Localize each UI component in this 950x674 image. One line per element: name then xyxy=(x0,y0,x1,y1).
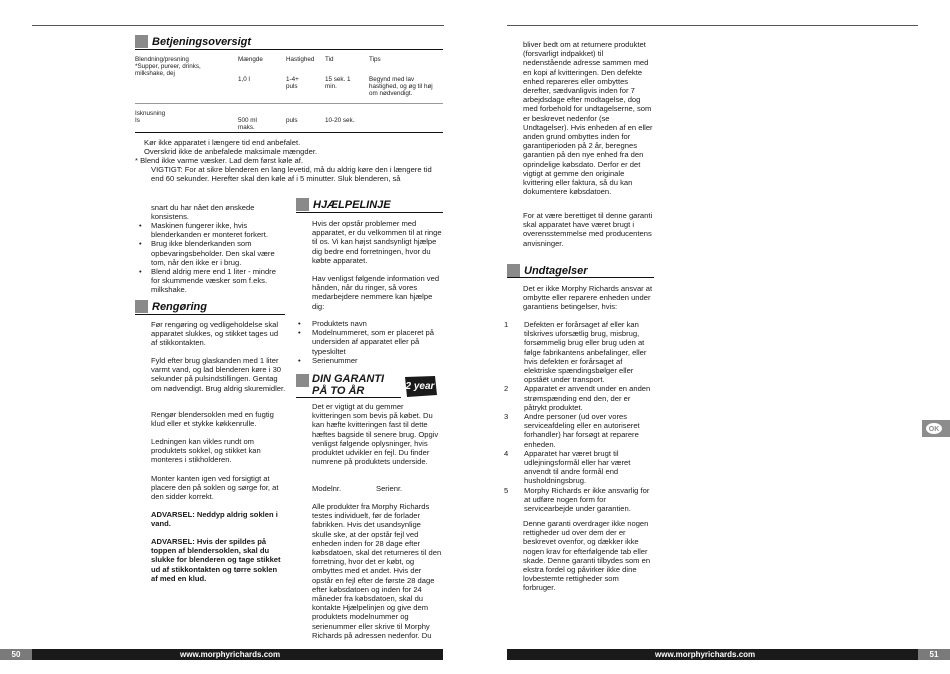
table-row1-speed: 1-4+ puls xyxy=(286,76,299,91)
warning-2: ADVARSEL: Hvis der spildes på toppen af blendersoklen, skal du slukke for blenderen og tage stikket ud af stikkontakten og tørre soklen af med en klud. xyxy=(151,537,281,583)
col1-bullet: • Maskinen fungerer ikke, hvis blenderkanden er monteret forkert. xyxy=(137,221,285,239)
exceptions-intro: Det er ikke Morphy Richards ansvar at ombytte eller reparere enheden under garantiens betingelser, hvis: xyxy=(523,284,653,312)
footer-url-left[interactable]: www.morphyrichards.com xyxy=(180,650,281,659)
footer-bar-left xyxy=(32,649,443,660)
exceptions-list xyxy=(504,320,654,513)
note-2: Overskrid ikke de anbefalede maksimale mængder. xyxy=(144,147,318,156)
cleaning-heading-line xyxy=(135,314,285,315)
note-1: Kør ikke apparatet i længere tid end anbefalet. xyxy=(144,138,301,147)
exception-text: Morphy Richards er ikke ansvarlig for at udføre nogen form for servicearbejde under garantien. xyxy=(524,485,650,514)
ok-badge-icon xyxy=(922,420,950,437)
exceptions-title: Undtagelser xyxy=(524,264,588,277)
help-bullets xyxy=(296,319,442,365)
table-bottom-line xyxy=(135,132,443,133)
guarantee-title-line1: DIN GARANTI xyxy=(312,373,385,385)
exception-item xyxy=(504,320,654,384)
guarantee-p2: Alle produkter fra Morphy Richards testes individuelt, før de forlader fabrikken. Hvis det usandsynlige skulle ske, at der opstår fejl ved enheden inden for 28 dage efter købsdatoen, skal det returneres til den forretning, hvor det er købt, og ombyttes med et andet. Hvis der opstår en fejl efter de første 28 dage efter købsdatoen og inden for 24 måneder fra købsdatoen, skal du kontakte Hjælpelinjen og give dem produktets modelnummer og serienummer eller skrive til Morphy Richards på adressen nedenfor. Du xyxy=(312,502,442,640)
table-row1-amount: 1,0 l xyxy=(238,76,250,83)
cleaning-p3: Rengør blendersoklen med en fugtig klud eller et stykke køkkenrulle. xyxy=(151,410,274,429)
note-3: * Blend ikke varme væsker. Lad dem først køle af. xyxy=(135,156,303,165)
two-year-badge xyxy=(402,375,438,399)
exception-number: 1 xyxy=(504,320,509,329)
footer-url-right[interactable]: www.morphyrichards.com xyxy=(655,650,756,659)
right-p2: For at være berettiget til denne garanti skal apparatet have været brugt i overensstemmelse med producentens anvisninger. xyxy=(523,211,653,248)
footer-bar-right xyxy=(507,649,918,660)
section-square-icon xyxy=(135,35,148,48)
page-number-right: 51 xyxy=(918,649,950,660)
help-title: HJÆLPELINJE xyxy=(313,198,391,211)
exception-text: Defekten er forårsaget af eller kan tilskrives uforsætlig brug, misbrug, forsømmelig brug eller brug uden at følge fabrikantens anbefalinger, eller hvis defekten er forårsaget af elektriske spændingsbølger eller opståët under transport. xyxy=(524,320,647,385)
guarantee-heading-line xyxy=(296,397,401,398)
model-label: Modelnr. xyxy=(312,484,342,493)
section-square-icon xyxy=(296,374,309,387)
table-row2-amount: 500 ml maks. xyxy=(238,117,257,132)
section-square-icon xyxy=(507,264,520,277)
help-heading xyxy=(296,198,391,211)
help-heading-line xyxy=(296,212,443,213)
table-row2-desc: Is xyxy=(135,117,140,124)
note-important: VIGTIGT: For at sikre blenderen en lang levetid, må du aldrig køre den i længere tid end 60 sekunder. Herefter skal den køle af i 5 minutter. Sluk blenderen, så xyxy=(151,165,432,184)
section-square-icon xyxy=(296,198,309,211)
exceptions-heading xyxy=(507,264,588,277)
ok-label: OK xyxy=(928,426,940,433)
exception-number: 5 xyxy=(504,485,509,495)
table-header-tips: Tips xyxy=(369,56,381,63)
col1-intro: snart du har nået den ønskede konsistens. xyxy=(151,203,255,222)
warning-1: ADVARSEL: Neddyp aldrig soklen i vand. xyxy=(151,510,278,529)
guarantee-title-line2: PÅ TO ÅR xyxy=(312,385,365,397)
guarantee-p1: Det er vigtigt at du gemmer kvitteringen som bevis på købet. Du kan hæfte kvitteringen fast til dette hæftes bagside til senere brug. Opgiv venligst følgende oplysninger, hvis produktet udvikler en fejl. Du finder numrene på produktets underside. xyxy=(312,402,439,467)
cleaning-p4: Ledningen kan vikles rundt om produktets sokkel, og stikket kan monteres i stikholderen. xyxy=(151,437,261,465)
page-number-left: 50 xyxy=(0,649,32,660)
exception-item xyxy=(504,486,654,514)
table-header-time: Tid xyxy=(325,56,334,63)
col1-bullet: • Brug ikke blenderkanden som opbevaringsbeholder. Den skal være tom, når den ikke er i brug. xyxy=(137,239,285,267)
table-header-amount: Mængde xyxy=(238,56,263,63)
exception-item xyxy=(504,412,654,449)
help-bullet: • Serienummer xyxy=(296,356,442,365)
language-tab-ok[interactable] xyxy=(922,420,950,437)
exception-number: 4 xyxy=(504,448,509,458)
exceptions-heading-line xyxy=(507,277,654,278)
exception-number: 2 xyxy=(504,384,509,394)
help-p2: Hav venligst følgende information ved hånden, når du ringer, så vores medarbejdere nemmere kan hjælpe dig: xyxy=(312,274,440,311)
overview-title: Betjeningsoversigt xyxy=(152,35,252,48)
exception-text: Andre personer (ud over vores serviceafdeling eller en autoriseret forhandler) har forsøgt at reparere enheden. xyxy=(524,412,640,449)
exception-item xyxy=(504,384,654,412)
cleaning-title: Rengøring xyxy=(152,300,207,313)
col1-bullet: • Blend aldrig mere end 1 liter - mindre for skummende væsker som f.eks. milkshake. xyxy=(137,267,285,295)
right-p1: bliver bedt om at returnere produktet (forsvarligt indpakket) til nedenstående adresse sammen med en kopi af kvitteringen. Den defekte enhed repareres eller ombyttes derefter, sædvanligvis inden for 7 arbejdsdage efter modtagelse, dog med forbehold for undtagelserne, som er beskrevet nedenfor (se Undtagelser). Hvis enheden af en eller anden grund ombyttes inden for garantiperioden på 2 år, beregnes garantien på den nye enhed fra den oprindelige købsdato. Derfor er det vigtigt at gemme den originale kvittering eller faktura, så du kan dokumentere købsdatoen. xyxy=(523,40,653,197)
cleaning-p1: Før rengøring og vedligeholdelse skal apparatet slukkes, og stikket tages ud af stikkontakten. xyxy=(151,320,279,348)
top-rule-right xyxy=(507,25,918,26)
table-row-divider xyxy=(135,103,443,104)
table-row1-desc: *Supper, pureer, drinks, milkshake, dej xyxy=(135,63,201,78)
table-row2-speed: puls xyxy=(286,117,298,124)
overview-heading xyxy=(135,35,251,48)
help-bullet: • Produktets navn xyxy=(296,319,442,328)
two-year-badge-icon xyxy=(402,375,438,399)
table-row1-time: 15 sek. 1 min. xyxy=(325,76,351,91)
cleaning-p2: Fyld efter brug glaskanden med 1 liter varmt vand, og lad blenderen køre i 30 sekunder på pulsindstillingen. Gentag om nødvendigt. Brug aldrig skuremidler. xyxy=(151,356,286,393)
section-square-icon xyxy=(135,300,148,313)
top-rule-left xyxy=(32,25,444,26)
serial-label: Serienr. xyxy=(376,484,403,493)
exceptions-closing: Denne garanti overdrager ikke nogen rettigheder ud over dem der er beskrevet ovenfor, og dækker ikke nogen krav for efterfølgende tab eller skade. Denne garanti tilbydes som en ekstra fordel og påvirker ikke dine lovbestemte rettigheder som forbruger. xyxy=(523,519,651,593)
cleaning-heading xyxy=(135,300,207,313)
table-header-mode: Blendning/presning xyxy=(135,56,189,63)
table-row2-time: 10-20 sek. xyxy=(325,117,355,124)
overview-heading-line xyxy=(135,49,443,50)
exception-text: Apparatet har været brugt til udlejningsformål eller har været anvendt til andre formål end husholdningsbrug. xyxy=(524,448,631,486)
table-row1-tips: Begynd med lav hastighed, og øg til høj om nødvendigt. xyxy=(369,76,433,98)
col1-bullets xyxy=(137,221,285,295)
table-header-speed: Hastighed xyxy=(286,56,315,63)
exception-text: Apparatet er anvendt under en anden strømspænding end den, der er påtrykt produktet. xyxy=(524,384,651,412)
cleaning-p5: Monter kanten igen ved forsigtigt at placere den på soklen og sørge for, at den sidder korrekt. xyxy=(151,474,279,502)
badge-text: 2 year xyxy=(405,381,435,392)
exception-number: 3 xyxy=(504,412,509,422)
exception-item xyxy=(504,449,654,486)
help-p1: Hvis der opstår problemer med apparatet, er du velkommen til at ringe til os. Vi kan højst sandsynligt hjælpe dig bedre end forretningen, hvor du købte apparatet. xyxy=(312,219,442,265)
table-row2-label: Isknusning xyxy=(135,110,166,117)
help-bullet: • Modelnummeret, som er placeret på undersiden af apparatet eller på typeskiltet xyxy=(296,328,442,356)
